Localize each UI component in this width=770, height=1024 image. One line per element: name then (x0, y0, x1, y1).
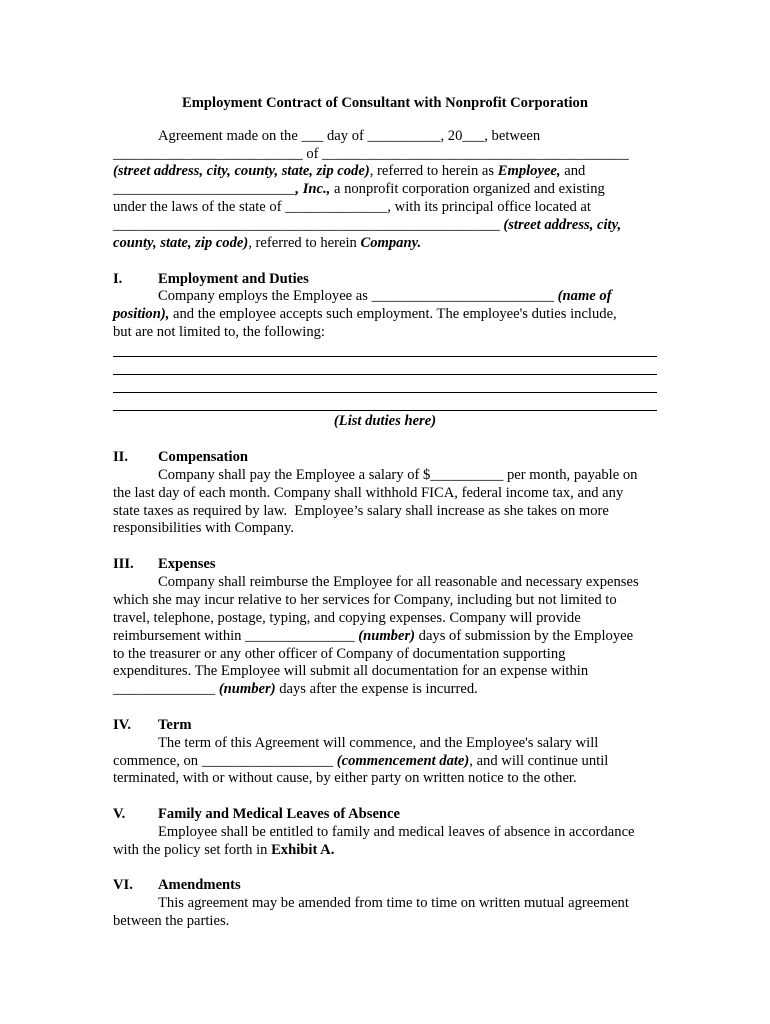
duty-line (113, 374, 657, 375)
text-line (113, 769, 577, 787)
text-segment: Company employs the Employee as _________________________ (158, 288, 558, 304)
text-segment: and the employee accepts such employment. The employee's duties include, (169, 306, 617, 322)
text-segment: (street address, city, (503, 217, 622, 233)
text-line (113, 645, 565, 663)
text-line (113, 716, 131, 734)
duty-line (113, 392, 657, 393)
text-segment: position), (113, 306, 170, 322)
text-line (158, 448, 248, 466)
text-segment: the last day of each month. Company shall withhold FICA, federal income tax, and any (113, 485, 624, 501)
text-segment: and (560, 163, 586, 179)
text-segment: VI. (113, 877, 133, 893)
text-segment: (commencement date) (336, 753, 470, 769)
text-segment: Family and Medical Leaves of Absence (158, 806, 400, 822)
text-segment: Employee shall be entitled to family and medical leaves of absence in accordance (158, 824, 635, 840)
text-segment: (number) (358, 628, 415, 644)
text-segment: which she may incur relative to her services for Company, including but not limited to (113, 592, 617, 608)
text-line (113, 609, 581, 627)
text-segment: terminated, with or without cause, by either party on written notice to the other. (113, 770, 577, 786)
text-line (113, 876, 133, 894)
text-segment: travel, telephone, postage, typing, and copying expenses. Company will provide (113, 610, 581, 626)
text-segment: under the laws of the state of ______________, with its principal office located at (113, 199, 591, 215)
text-line (158, 734, 598, 752)
text-line (113, 555, 134, 573)
text-segment: state taxes as required by law. Employee’s salary shall increase as she takes on more (113, 503, 609, 519)
text-segment: expenditures. The Employee will submit all documentation for an expense within (113, 663, 589, 679)
text-segment: (number) (218, 681, 276, 697)
text-segment: I. (113, 271, 123, 287)
document-title: Employment Contract of Consultant with Nonprofit Corporation (182, 95, 588, 111)
text-segment: reimbursement within _______________ (113, 628, 359, 644)
text-segment: a nonprofit corporation organized and existing (330, 181, 605, 197)
text-line (113, 519, 294, 537)
text-line (158, 127, 540, 145)
text-segment: Agreement made on the ___ day of __________, 20___, between (158, 128, 541, 144)
text-line (113, 412, 657, 430)
text-line (113, 270, 122, 288)
text-segment: This agreement may be amended from time to time on written mutual agreement (158, 895, 629, 911)
text-segment: Compensation (158, 449, 249, 465)
text-segment: Term (158, 717, 192, 733)
text-segment: _________________________ (113, 181, 296, 197)
text-line (158, 876, 241, 894)
text-line (113, 216, 621, 234)
text-segment: Amendments (158, 877, 241, 893)
text-segment: , and will continue until (469, 753, 609, 769)
text-line (113, 680, 478, 698)
text-segment: (List duties here) (333, 413, 437, 429)
text-line (158, 894, 629, 912)
duty-line (113, 356, 657, 357)
text-segment: commence, on __________________ (113, 753, 337, 769)
text-line (113, 502, 609, 520)
text-line (113, 180, 605, 198)
text-line (113, 591, 617, 609)
text-segment: (street address, city, county, state, zip code) (113, 163, 370, 179)
text-segment: Company shall reimburse the Employee for all reasonable and necessary expenses (158, 574, 639, 590)
text-line (158, 466, 637, 484)
text-line (113, 198, 591, 216)
text-segment: (name of (557, 288, 612, 304)
text-segment: _____________________________________________________ (113, 217, 504, 233)
text-line (113, 448, 128, 466)
duty-line (113, 410, 657, 411)
text-segment: but are not limited to, the following: (113, 324, 325, 340)
text-segment: Employee, (497, 163, 561, 179)
text-segment: responsibilities with Company. (113, 520, 295, 536)
text-segment: IV. (113, 717, 131, 733)
text-segment: county, state, zip code) (113, 235, 249, 251)
text-segment: Expenses (158, 556, 216, 572)
text-segment: , referred to herein (248, 235, 361, 251)
text-line (113, 484, 623, 502)
text-line (113, 841, 334, 859)
text-segment: V. (113, 806, 126, 822)
text-segment: Company. (360, 235, 422, 251)
text-segment: between the parties. (113, 913, 230, 929)
text-segment: ______________ (113, 681, 219, 697)
text-line (158, 287, 612, 305)
text-line (113, 662, 588, 680)
text-line (113, 752, 608, 770)
text-segment: to the treasurer or any other officer of Company of documentation supporting (113, 646, 566, 662)
text-segment: days of submission by the Employee (415, 628, 634, 644)
text-line (113, 627, 633, 645)
text-segment: Company shall pay the Employee a salary of $__________ per month, payable on (158, 467, 638, 483)
text-segment: with the policy set forth in (113, 842, 272, 858)
text-segment: __________________________ of __________________________________________ (113, 146, 629, 162)
text-line (113, 805, 125, 823)
text-line (113, 234, 421, 252)
text-line (113, 323, 325, 341)
text-line (158, 555, 216, 573)
text-segment: III. (113, 556, 134, 572)
text-line (158, 823, 635, 841)
text-segment: , Inc., (295, 181, 331, 197)
text-line (158, 270, 309, 288)
text-segment: The term of this Agreement will commence, and the Employee's salary will (158, 735, 599, 751)
text-line (158, 716, 192, 734)
text-segment: Employment and Duties (158, 271, 309, 287)
text-line (113, 162, 585, 180)
text-line (113, 145, 629, 163)
text-line (158, 573, 639, 591)
text-line (113, 305, 617, 323)
text-segment: days after the expense is incurred. (275, 681, 478, 697)
text-segment: II. (113, 449, 129, 465)
text-line (113, 912, 229, 930)
text-segment: , referred to herein as (369, 163, 498, 179)
text-segment: Exhibit A. (271, 842, 335, 858)
text-line (158, 805, 400, 823)
